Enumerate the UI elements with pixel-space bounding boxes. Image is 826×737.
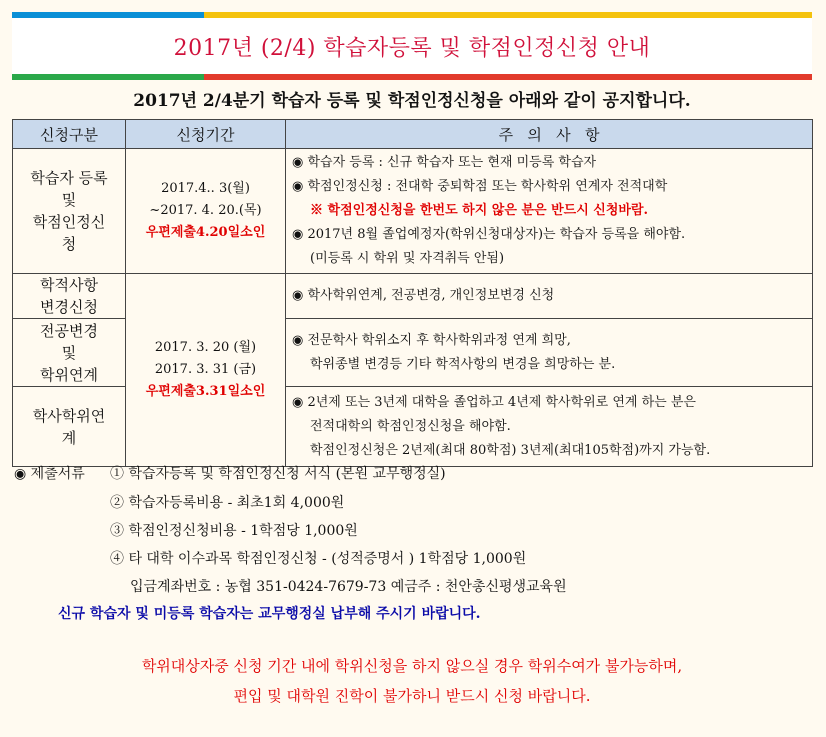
warning-line: 학위대상자중 신청 기간 내에 학위신청을 하지 않으실 경우 학위수여가 불가능하며, <box>141 657 683 675</box>
document-item: ④ 타 대학 이수과목 학점인정신청 - (성적증명서 ) 1학점당 1,000원 <box>110 551 527 567</box>
notes-cell: ◉ 학습자 등록 : 신규 학습자 또는 현재 미등록 학습자 ◉ 학점인정신청 : 전대학 중퇴학점 또는 학사학위 연계자 전적대학 ※ 학점인정신청을 한번도 하지 않은 분은 반드시 신청바람. ◉ 2017년 8월 졸업예정자(학위신청대상자)는 학습자 등록을 해야함. (미등록 시 학위 및 자격취득 안됨) <box>286 149 813 274</box>
header-category: 신청구분 <box>13 120 126 149</box>
table-row <box>13 274 813 319</box>
category-cell: 학사학위연 계 <box>13 387 126 467</box>
table-header-row <box>13 120 813 149</box>
period-cell: 2017. 3. 20 (월) 2017. 3. 31 (금) 우편제출3.31일소인 <box>126 274 286 467</box>
period-note: 우편제출3.31일소인 <box>145 384 266 399</box>
bottom-color-bar <box>12 74 812 80</box>
documents-label: ◉ 제출서류 <box>14 466 85 482</box>
account-info: 입금계좌번호 : 농협 351-0424-7679-73 예금주 : 천안총신평생교육원 <box>130 579 567 595</box>
page-title: 2017년 (2/4) 학습자등록 및 학점인정신청 안내 <box>173 35 651 61</box>
header-notes: 주 의 사 항 <box>286 120 813 149</box>
category-cell: 학습자 등록 및 학점인정신 청 <box>13 149 126 274</box>
category-cell: 전공변경 및 학위연계 <box>13 319 126 387</box>
payment-notice: 신규 학습자 및 미등록 학습자는 교무행정실 납부해 주시기 바랍니다. <box>58 606 481 622</box>
category-cell: 학적사항 변경신청 <box>13 274 126 319</box>
title-banner <box>12 18 812 74</box>
document-item: ① 학습자등록 및 학점인정신청 서식 (본원 교무행정실) <box>110 466 446 482</box>
header-period: 신청기간 <box>126 120 286 149</box>
table-row <box>13 149 813 274</box>
notes-cell: ◉ 전문학사 학위소지 후 학사학위과정 연계 희망, 학위종별 변경등 기타 학적사항의 변경을 희망하는 분. <box>286 319 813 387</box>
document-item: ② 학습자등록비용 - 최초1회 4,000원 <box>110 495 345 511</box>
notice-heading: 2017년 2/4분기 학습자 등록 및 학점인정신청을 아래와 같이 공지합니다. <box>133 91 691 111</box>
document-item: ③ 학점인정신청비용 - 1학점당 1,000원 <box>110 523 358 539</box>
notes-cell: ◉ 학사학위연계, 전공변경, 개인정보변경 신청 <box>286 274 813 319</box>
warning-line: 편입 및 대학원 진학이 불가하니 받드시 신청 바랍니다. <box>233 687 591 705</box>
period-note: 우편제출4.20일소인 <box>145 225 266 240</box>
schedule-table <box>12 119 813 467</box>
period-cell: 2017.4.. 3(월) ~2017. 4. 20.(목) 우편제출4.20일소인 <box>126 149 286 274</box>
notes-cell: ◉ 2년제 또는 3년제 대학을 졸업하고 4년제 학사학위로 연계 하는 분은 전적대학의 학점인정신청을 해야함. 학점인정신청은 2년제(최대 80학점) 3년제(최대105학점)까지 가능함. <box>286 387 813 467</box>
